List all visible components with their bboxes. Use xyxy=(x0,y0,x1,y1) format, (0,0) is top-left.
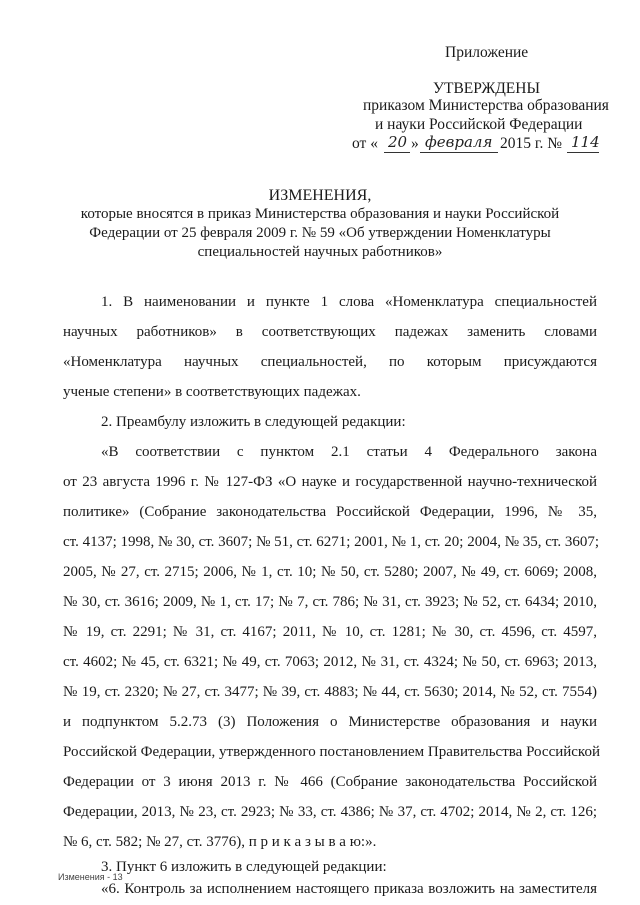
annex-label: Приложение xyxy=(445,44,529,61)
body-line-4: ученые степени» в соответствующих падежах. xyxy=(63,384,361,400)
body-line-17: Федерации от 3 июня 2013 г. № 466 (Собрание законодательства Российской xyxy=(63,774,597,790)
date-month-handwritten: февраля xyxy=(425,133,493,151)
body-line-6: «В соответствии с пунктом 2.1 статьи 4 Федерального закона xyxy=(101,444,597,460)
title-line-3: специальностей научных работников» xyxy=(197,244,443,260)
body-line-10: 2005, № 27, ст. 2715; 2006, № 1, ст. 10; № 50, ст. 5280; 2007, № 49, ст. 6069; 2008, xyxy=(63,564,597,580)
body-line-12: № 19, ст. 2291; № 31, ст. 4167; 2011, № 10, ст. 1281; № 30, ст. 4596, ст. 4597, xyxy=(63,624,597,640)
body-line-2: научных работников» в соответствующих падежах заменить словами xyxy=(63,324,597,340)
title-line-2: Федерации от 25 февраля 2009 г. № 59 «Об утверждении Номенклатуры xyxy=(89,225,551,241)
body-line-1: 1. В наименовании и пункте 1 слова «Номенклатура специальностей xyxy=(101,294,597,310)
body-line-15: и подпунктом 5.2.73 (3) Положения о Министерстве образования и науки xyxy=(63,714,597,730)
body-line-19: № 6, ст. 582; № 27, ст. 3776), п р и к а з ы в а ю:». xyxy=(63,834,377,850)
date-day-underline xyxy=(384,152,410,153)
body-line-16: Российской Федерации, утвержденного постановлением Правительства Российской xyxy=(63,744,600,760)
date-month-underline xyxy=(420,152,498,153)
body-line-21: «6. Контроль за исполнением настоящего приказа возложить на заместителя xyxy=(101,881,597,897)
body-line-9: ст. 4137; 1998, № 30, ст. 3607; № 51, ст. 6271; 2001, № 1, ст. 20; 2004, № 35, ст. 3607; xyxy=(63,534,600,550)
body-line-7: от 23 августа 1996 г. № 127-ФЗ «О науке и государственной научно-технической xyxy=(63,474,597,490)
body-line-13: ст. 4602; № 45, ст. 6321; № 49, ст. 7063; 2012, № 31, ст. 4324; № 50, ст. 6963; 2013, xyxy=(63,654,597,670)
body-line-8: политике» (Собрание законодательства Российской Федерации, 1996, № 35, xyxy=(63,504,597,520)
body-line-20: 3. Пункт 6 изложить в следующей редакции: xyxy=(101,859,387,875)
order-number-handwritten: 114 xyxy=(571,133,600,151)
date-day-handwritten: 20 xyxy=(388,133,408,151)
approved-label: УТВЕРЖДЕНЫ xyxy=(433,80,540,97)
document-heading: ИЗМЕНЕНИЯ, xyxy=(268,187,372,204)
date-year: 2015 г. № xyxy=(500,135,563,152)
body-line-14: № 19, ст. 2320; № 27, ст. 3477; № 39, ст. 4883; № 44, ст. 5630; 2014, № 52, ст. 7554) xyxy=(63,684,597,700)
body-line-18: Федерации, 2013, № 23, ст. 2923; № 33, ст. 4386; № 37, ст. 4702; 2014, № 2, ст. 126; xyxy=(63,804,597,820)
order-line-1: приказом Министерства образования xyxy=(363,97,609,114)
date-mid: » xyxy=(411,135,419,152)
order-number-underline xyxy=(567,152,599,153)
body-line-5: 2. Преамбулу изложить в следующей редакции: xyxy=(101,414,406,430)
date-prefix: от « xyxy=(352,135,378,152)
body-line-11: № 30, ст. 3616; 2009, № 1, ст. 17; № 7, ст. 786; № 31, ст. 3923; № 52, ст. 6434; 2010, xyxy=(63,594,597,610)
footer-label: Изменения - 13 xyxy=(58,872,123,882)
body-line-3: «Номенклатура научных специальностей, по которым присуждаются xyxy=(63,354,597,370)
order-line-2: и науки Российской Федерации xyxy=(375,116,583,133)
title-line-1: которые вносятся в приказ Министерства образования и науки Российской xyxy=(80,206,560,222)
